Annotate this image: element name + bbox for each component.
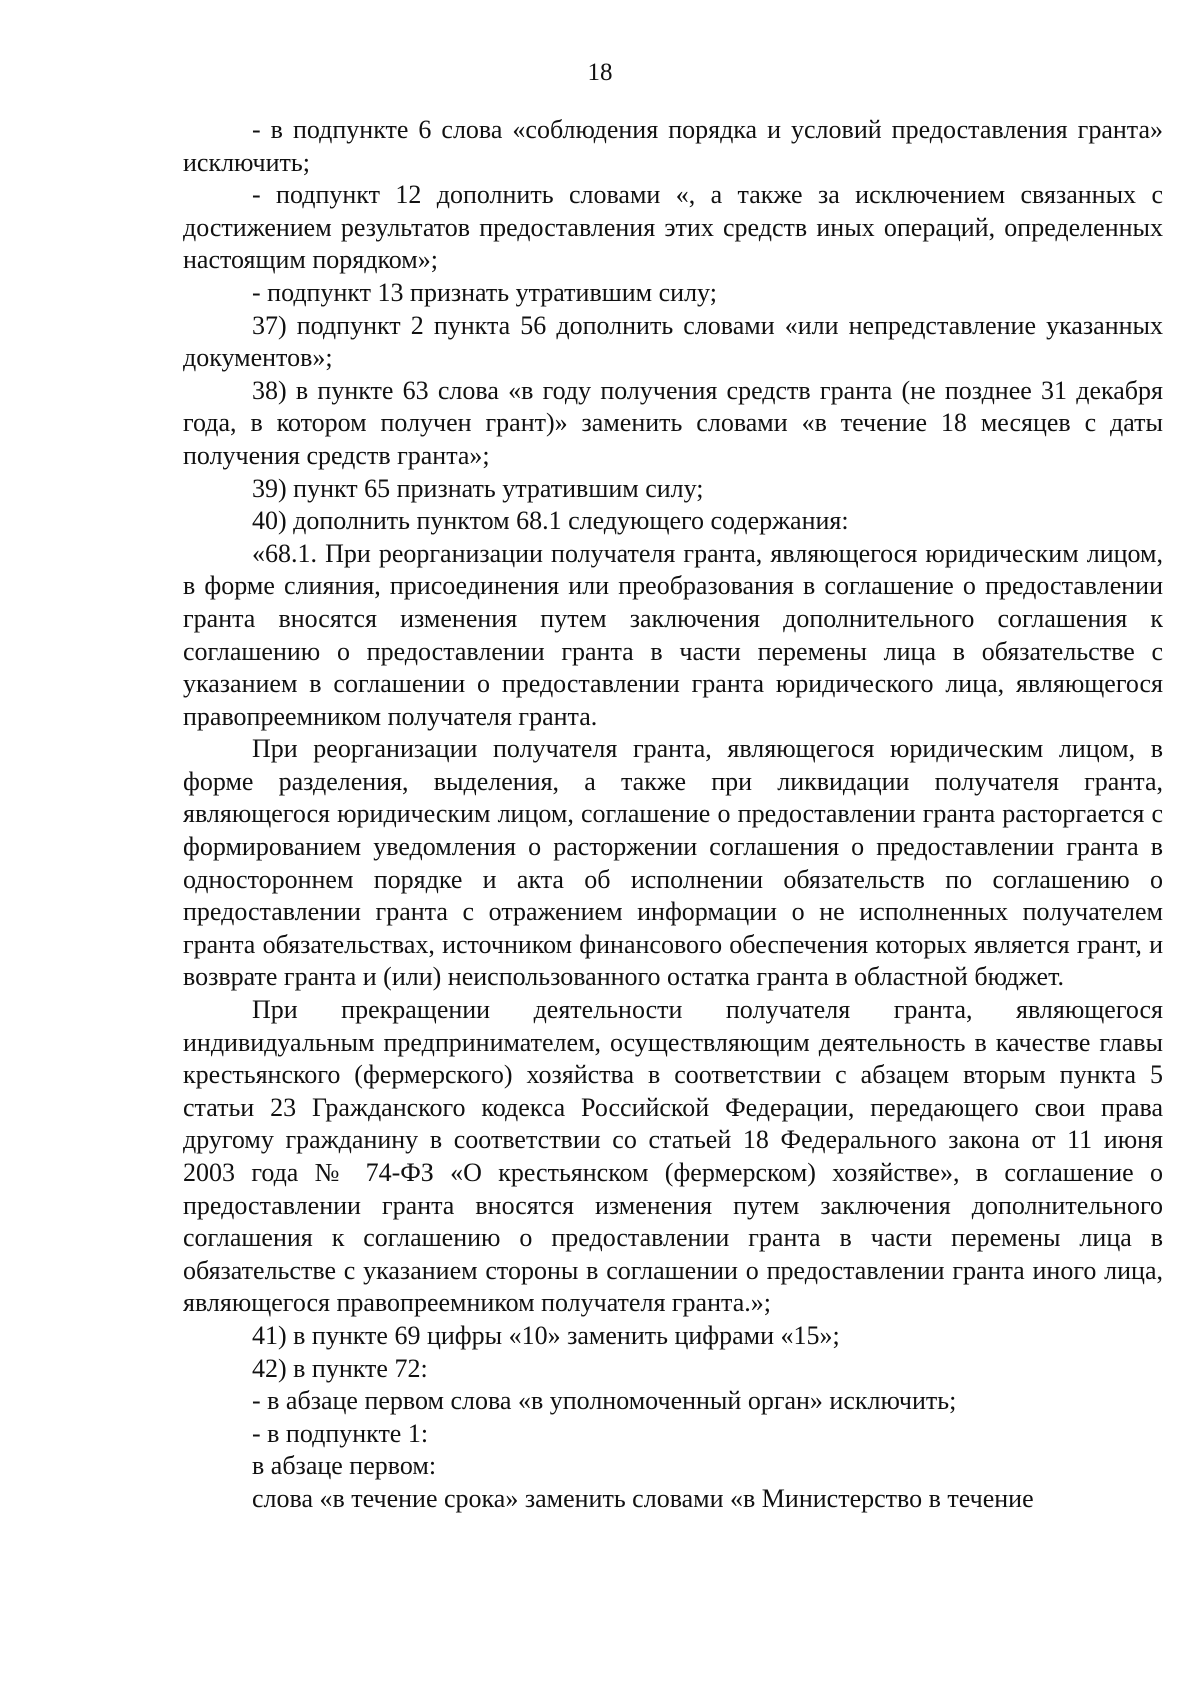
paragraph-subitem-6: - в подпункте 6 слова «соблюдения порядка и условий предоставления гранта» исключить; <box>183 115 1163 177</box>
paragraph-item-41: 41) в пункте 69 цифры «10» заменить цифрами «15»; <box>252 1320 840 1350</box>
paragraph-subitem-12: - подпункт 12 дополнить словами «, а также за исключением связанных с достижением результатов предоставления этих средств иных операций, определенных настоящим порядком»; <box>183 180 1163 275</box>
page-number: 18 <box>587 59 613 86</box>
paragraph-item-40: 40) дополнить пунктом 68.1 следующего содержания: <box>252 506 849 536</box>
paragraph-first-abzats: - в абзаце первом слова «в уполномоченный орган» исключить; <box>252 1386 957 1416</box>
paragraph-in-first-abzats: в абзаце первом: <box>252 1451 437 1481</box>
paragraph-item-39: 39) пункт 65 признать утратившим силу; <box>252 473 704 503</box>
paragraph-replace-words: слова «в течение срока» заменить словами «в Министерство в течение <box>252 1483 1034 1513</box>
document-body <box>183 114 1163 1516</box>
paragraph-item-38: 38) в пункте 63 слова «в году получения средств гранта (не позднее 31 декабря года, в котором получен грант)» заменить словами «в течение 18 месяцев с даты получения средств гранта»; <box>183 375 1163 470</box>
paragraph-reorganization: При реорганизации получателя гранта, являющегося юридическим лицом, в форме разделения, выделения, а также при ликвидации получателя гранта, являющегося юридическим лицом, соглашение о предоставлении гранта расторгается с формированием уведомления о расторжении соглашения о предоставлении гранта в одностороннем порядке и акта об исполнении обязательств по соглашению о предоставлении гранта с отражением информации о не исполненных получателем гранта обязательствах, источником финансового обеспечения которых является грант, и возврате гранта и (или) неиспользованного остатка гранта в областной бюджет. <box>183 734 1163 992</box>
paragraph-clause-68-1: «68.1. При реорганизации получателя гранта, являющегося юридическим лицом, в форме слияния, присоединения или преобразования в соглашение о предоставлении гранта вносятся изменения путем заключения дополнительного соглашения к соглашению о предоставлении гранта в части перемены лица в обязательстве с указанием в соглашении о предоставлении гранта юридического лица, являющегося правопреемником получателя гранта. <box>183 538 1163 731</box>
paragraph-termination: При прекращении деятельности получателя гранта, являющегося индивидуальным предпринимателем, осуществляющим деятельность в качестве главы крестьянского (фермерского) хозяйства в соответствии с абзацем вторым пункта 5 статьи 23 Гражданского кодекса Российской Федерации, передающего свои права другому гражданину в соответствии со статьей 18 Федерального закона от 11 июня 2003 года № 74-ФЗ «О крестьянском (фермерском) хозяйстве», в соглашение о предоставлении гранта вносятся изменения путем заключения дополнительного соглашения к соглашению о предоставлении гранта в части перемены лица в обязательстве с указанием стороны в соглашении о предоставлении гранта иного лица, являющегося правопреемником получателя гранта.»; <box>183 995 1163 1318</box>
paragraph-subitem-1: - в подпункте 1: <box>252 1418 429 1448</box>
paragraph-subitem-13: - подпункт 13 признать утратившим силу; <box>252 277 717 307</box>
paragraph-item-42: 42) в пункте 72: <box>252 1353 428 1383</box>
paragraph-item-37: 37) подпункт 2 пункта 56 дополнить словами «или непредставление указанных документов»; <box>183 310 1163 373</box>
